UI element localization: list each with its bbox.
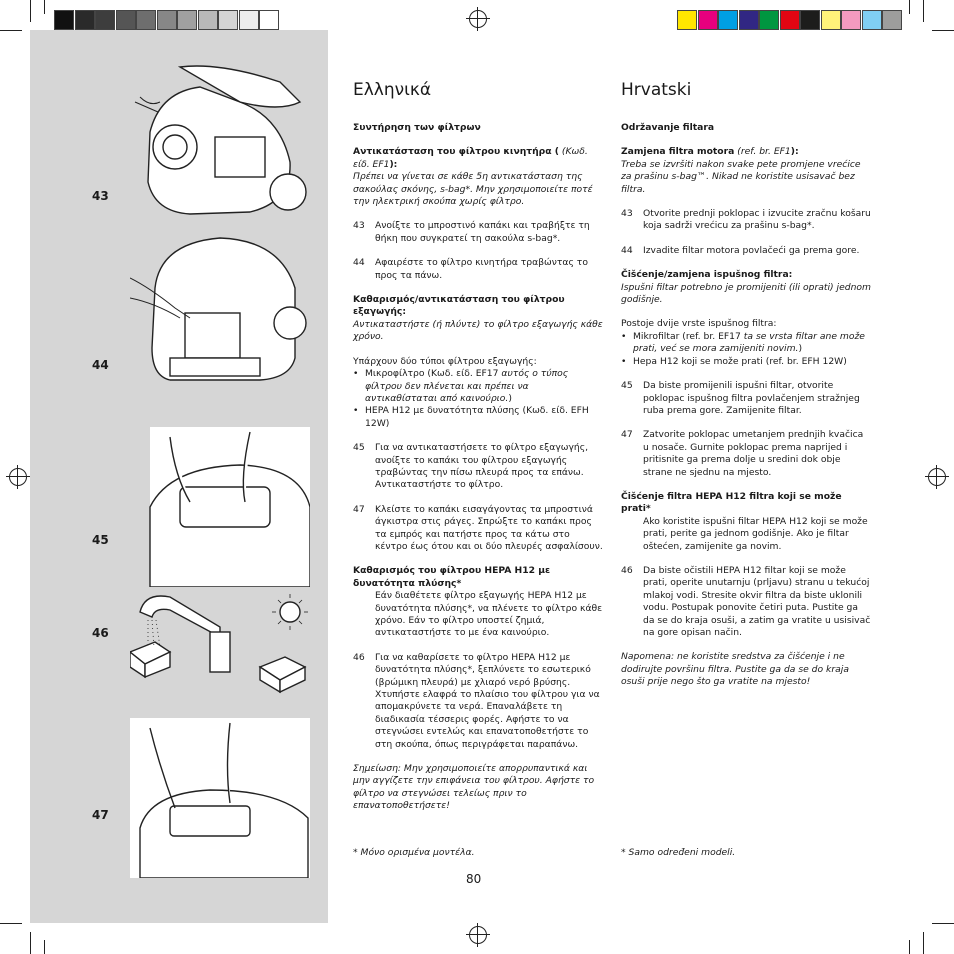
paragraph: Εάν διαθέτετε φίλτρο εξαγωγής HEPA H12 με δυνατότητα πλύσης*, να πλένετε το φίλτρο κάθε χρόνο. Εάν το φίλτρο υποστεί ζημιά, αντικαταστήστε το με ένα καινούριο. <box>375 590 603 639</box>
vacuum-exhaust-filter-icon <box>130 427 310 587</box>
figure-label: 43 <box>92 189 109 203</box>
subsection-note: Treba se izvršiti nakon svake pete promjene vrećice za prašinu s-bag™. Nikad ne koristite usisavač bez filtra. <box>621 158 861 195</box>
figure-label: 46 <box>92 626 109 640</box>
step-item: 47 Κλείστε το καπάκι εισαγάγοντας τα μπροστινά άγκιστρα στις ράγες. Σπρώξτε το καπάκι προς τα εμπρός και πατήστε προς τα κάτω στο κέντρο έως ότου και οι δύο πλευρές ασφαλίσουν. <box>353 503 603 552</box>
color-swatch <box>75 10 95 30</box>
croatian-column <box>621 80 871 689</box>
color-swatch <box>116 10 136 30</box>
color-swatch <box>239 10 259 30</box>
color-swatch <box>821 10 841 30</box>
color-swatch <box>177 10 197 30</box>
paragraph: Ako koristite ispušni filtar HEPA H12 koji se može prati, perite ga jednom godišnje. Ako je filtar oštećen, zamijenite ga novim. <box>643 515 868 552</box>
note: Σημείωση: Μην χρησιμοποιείτε απορρυπαντικά και μην αγγίζετε την επιφάνεια του φίλτρου. Αφήστε το φίλτρο να στεγνώσει τελείως πριν το επανατοποθετήσετε! <box>353 763 595 812</box>
crop-mark <box>923 0 924 22</box>
list-item: • Μικροφίλτρο (Κωδ. είδ. EF17 αυτός ο τύπος φίλτρου δεν πλένεται και πρέπει να αντικαθίσταται από καινούριο.) <box>353 368 569 404</box>
step-item: 43 Otvorite prednji poklopac i izvucite zračnu košaru koja sadrži vrećicu za prašinu s-bag*. <box>621 208 871 232</box>
list-item: • Mikrofiltar (ref. br. EF17 ta se vrsta filtar ane može prati, već se mora zamijeniti novim.) <box>621 330 865 355</box>
color-swatch <box>198 10 218 30</box>
step-item: 46 Για να καθαρίσετε το φίλτρο HEPA H12 με δυνατότητα πλύσης*, ξεπλύνετε το εσωτερικό (βρώμικη πλευρά) με χλιαρό νερό βρύσης. Χτυπήστε ελαφρά το πλαίσιο του φίλτρου για να απομακρύνετε τα νερά. Επαναλάβετε τη διαδικασία τέσσερις φορές. Αφήστε το να στεγνώσει εντελώς και επανατοποθετήστε το στη σκούπα, όπως περιγράφεται παραπάνω. <box>353 651 600 750</box>
note: Napomena: ne koristite sredstva za čišćenje i ne dodirujte površinu filtra. Pustite ga da se do kraja osuši prije nego što ga vratite na mjesto! <box>621 651 849 688</box>
subsection-heading: Αντικατάσταση του φίλτρου κινητήρα ( (Κωδ. είδ. EF1): <box>353 146 588 170</box>
section-heading: Održavanje filtara <box>621 122 715 133</box>
figure-label: 47 <box>92 808 109 822</box>
greek-column <box>353 80 603 813</box>
color-swatch <box>698 10 718 30</box>
crop-mark <box>909 940 910 954</box>
subsection-note: Ispušni filtar potrebno je promijeniti (ili oprati) jednom godišnje. <box>621 281 871 306</box>
subsection-heading: Καθαρισμός του φίλτρου HEPA H12 με δυνατότητα πλύσης* <box>353 565 551 589</box>
crop-mark <box>909 0 910 14</box>
color-swatch <box>759 10 779 30</box>
crop-mark <box>0 30 22 31</box>
crop-mark <box>30 932 31 954</box>
section-title: Ελληνικά <box>353 80 432 100</box>
crop-mark <box>932 30 954 31</box>
list-item: • Hepa H12 koji se može prati (ref. br. EFH 12W) <box>621 355 847 367</box>
color-swatch <box>882 10 902 30</box>
color-swatch <box>677 10 697 30</box>
crop-mark <box>0 923 22 924</box>
vacuum-close-lid-icon <box>130 718 310 878</box>
paragraph: Postoje dvije vrste ispušnog filtra: <box>621 318 777 330</box>
crop-mark <box>932 923 954 924</box>
color-swatch <box>95 10 115 30</box>
color-swatch <box>739 10 759 30</box>
crop-mark <box>44 0 45 14</box>
section-title: Hrvatski <box>621 80 692 100</box>
figure-label: 45 <box>92 533 109 547</box>
color-swatch <box>218 10 238 30</box>
rinse-filter-tap-icon <box>130 592 310 712</box>
subsection-note: Πρέπει να γίνεται σε κάθε 5η αντικατάσταση της σακούλας σκόνης, s-bag*. Μην χρησιμοποιείτε ποτέ την ηλεκτρική σκούπα χωρίς φίλτρο. <box>353 171 593 208</box>
registration-mark-icon <box>928 468 946 486</box>
crop-mark <box>923 932 924 954</box>
paragraph: Υπάρχουν δύο τύποι φίλτρου εξαγωγής: <box>353 355 537 367</box>
color-swatch <box>157 10 177 30</box>
registration-mark-icon <box>469 10 487 28</box>
list-item: • HEPA H12 με δυνατότητα πλύσης (Κωδ. είδ. EFH 12W) <box>353 405 589 429</box>
step-item: 43 Ανοίξτε το μπροστινό καπάκι και τραβήξτε τη θήκη που συγκρατεί τη σακούλα s-bag*. <box>353 220 590 244</box>
step-item: 47 Zatvorite poklopac umetanjem prednjih kvačica u nosače. Gurnite poklopac prema naprijed i pritisnite ga prema dolje u sredini dok obje strane ne sjednu na mjesto. <box>621 429 864 478</box>
color-swatch <box>136 10 156 30</box>
footnote: * Samo određeni modeli. <box>621 847 736 858</box>
color-swatch <box>780 10 800 30</box>
color-swatch <box>54 10 74 30</box>
color-swatch <box>841 10 861 30</box>
page-number: 80 <box>466 872 482 886</box>
crop-mark <box>30 0 31 22</box>
subsection-heading: Čišćenje/zamjena ispušnog filtra: <box>621 269 793 281</box>
footnote: * Μόνο ορισμένα μοντέλα. <box>353 847 475 858</box>
color-swatch <box>259 10 279 30</box>
step-item: 44 Αφαιρέστε το φίλτρο κινητήρα τραβώντας το προς τα πάνω. <box>353 257 588 281</box>
figure-label: 44 <box>92 358 109 372</box>
registration-mark-icon <box>469 926 487 944</box>
step-item: 46 Da biste očistili HEPA H12 filtar koji se može prati, operite unutarnju (prljavu) stranu u tekućoj mlakoj vodi. Stresite okvir filtra da biste uklonili vodu. Postupak ponovite četiri puta. Pustite ga da se do kraja osuši, a zatim ga vratite u usisivač na gore opisan način. <box>621 564 871 638</box>
section-heading: Συντήρηση των φίλτρων <box>353 122 481 133</box>
color-swatch <box>862 10 882 30</box>
color-swatch <box>800 10 820 30</box>
step-item: 45 Για να αντικαταστήσετε το φίλτρο εξαγωγής, ανοίξτε το καπάκι του φίλτρου εξαγωγής τραβώντας την πίσω πλευρά προς τα επάνω. Αντικαταστήστε το φίλτρο. <box>353 442 589 491</box>
color-swatch <box>718 10 738 30</box>
step-item: 45 Da biste promijenili ispušni filtar, otvorite poklopac ispušnog filtra povlačenjem stražnjeg ruba prema gore. Zamijenite filtar. <box>621 380 860 416</box>
registration-mark-icon <box>9 468 27 486</box>
step-item: 44 Izvadite filtar motora povlačeći ga prema gore. <box>621 244 860 256</box>
crop-mark <box>44 940 45 954</box>
subsection-heading: Καθαρισμός/αντικατάσταση του φίλτρου εξαγωγής: <box>353 294 565 318</box>
subsection-heading: Čišćenje filtra HEPA H12 filtra koji se može prati* <box>621 490 842 515</box>
vacuum-open-lid-icon <box>130 62 310 222</box>
vacuum-remove-filter-icon <box>130 228 310 388</box>
subsection-note: Αντικαταστήστε (ή πλύντε) το φίλτρο εξαγωγής κάθε χρόνο. <box>353 318 603 343</box>
subsection-heading: Zamjena filtra motora (ref. br. EF1): <box>621 146 799 158</box>
